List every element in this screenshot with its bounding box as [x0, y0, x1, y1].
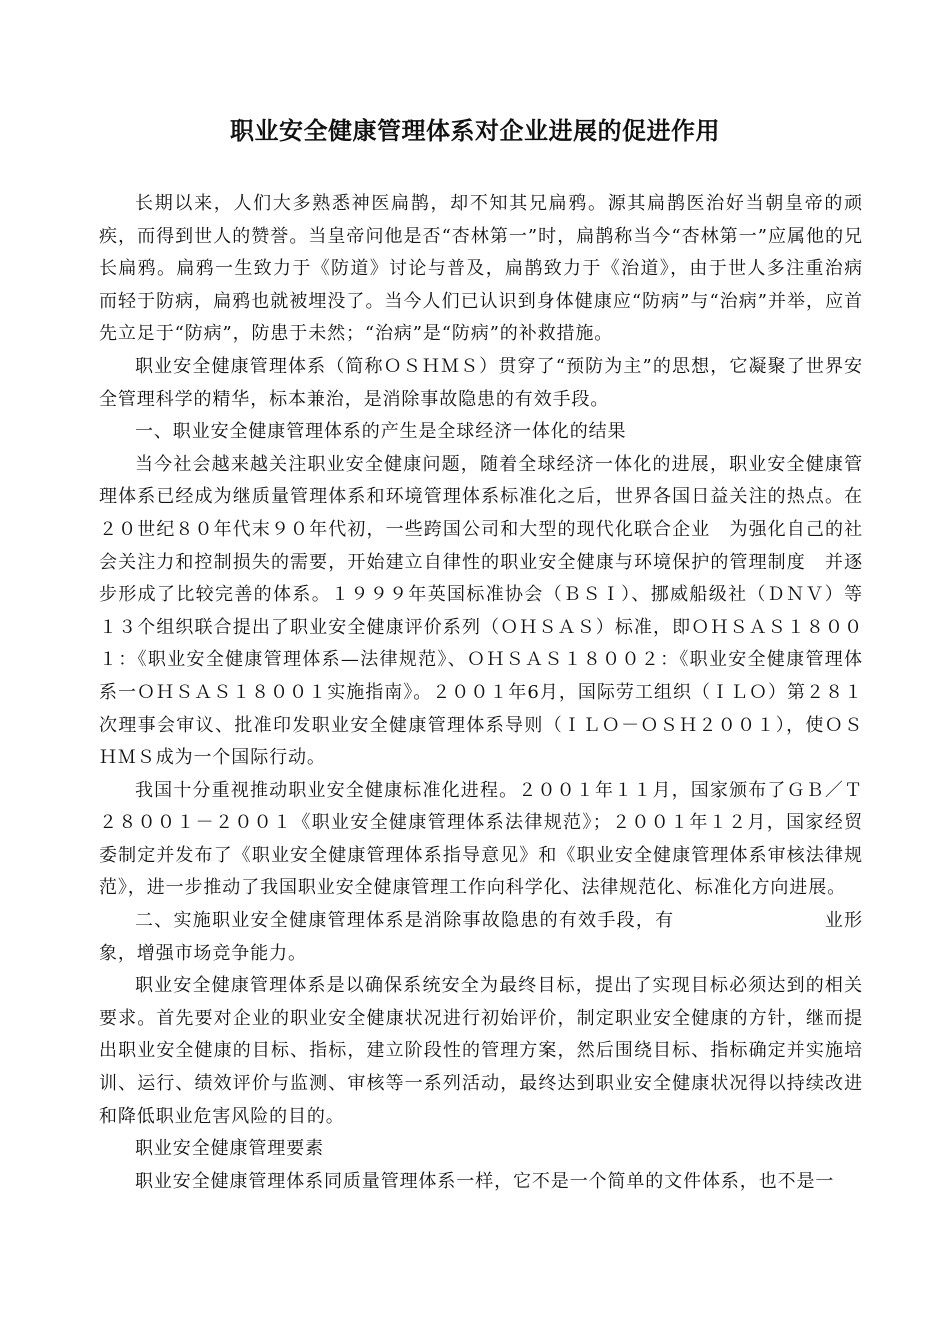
obscured-text-gap [674, 911, 824, 931]
section-two-text-start: 二、实施职业安全健康管理体系是消除事故隐患的有效手段，有 [135, 910, 675, 932]
section-heading-one: 一、职业安全健康管理体系的产生是全球经济一体化的结果 [135, 421, 627, 443]
paragraph-comparison: 职业安全健康管理体系同质量管理体系一样，它不是一个简单的文件体系，也不是一 [135, 1170, 835, 1192]
paragraph-oshms-intro: 职业安全健康管理体系（简称ＯＳＨＭＳ）贯穿了“预防为主”的思想，它凝聚了世界安全管理科学的精华，标本兼治，是消除事故隐患的有效手段。 [99, 355, 863, 410]
document-body [99, 188, 863, 1198]
document-title: 职业安全健康管理体系对企业进展的促进作用 [230, 117, 720, 145]
section-two-text-end: 业形象，增强市场竞争能力。 [99, 910, 863, 964]
paragraph-global-history: 当今社会越来越关注职业安全健康问题，随着全球经济一体化的进展，职业安全健康管理体系已经成为继质量管理体系和环境管理体系标准化之后，世界各国日益关注的热点。在２０世纪８０年代末９０年代初，一些跨国公司和大型的现代化联合企业 为强化自己的社会关注力和控制损失的需要，开始建立自律性的职业安全健康与环境保护的管理制度 并逐步形成了比较完善的体系。１９９９年英国标准协会（ＢＳＩ）、挪威船级社（ＤＮＶ）等１３个组织联合提出了职业安全健康评价系列（ＯＨＳＡＳ）标准，即ＯＨＳＡＳ１８００１：《职业安全健康管理体系—法律规范》、ＯＨＳＡＳ１８００２：《职业安全健康管理体系一ＯＨＳＡＳ１８００１实施指南》。２００１年6月，国际劳工组织（ＩＬＯ）第２８１次理事会审议、批准印发职业安全健康管理体系导则（ＩＬＯ－ＯＳＨ２００１），使ＯＳＨＭＳ成为一个国际行动。 [99, 453, 863, 769]
section-heading-two [99, 905, 863, 970]
paragraph-bianque: 长期以来，人们大多熟悉神医扁鹊，却不知其兄扁鸦。源其扁鹊医治好当朝皇帝的顽疾，而得到世人的赞誉。当皇帝问他是否“杏林第一”时，扁鹊称当今“杏林第一”应属他的兄长扁鸦。扁鸦一生致力于《防道》讨论与普及，扁鹊致力于《治道》，由于世人多注重治病而轻于防病，扁鸦也就被埋没了。当今人们已认识到身体健康应“防病”与“治病”并举，应首先立足于“防病”，防患于未然；“治病”是“防病”的补救措施。 [99, 193, 863, 345]
paragraph-system-goals: 职业安全健康管理体系是以确保系统安全为最终目标，提出了实现目标必须达到的相关要求。首先要对企业的职业安全健康状况进行初始评价，制定职业安全健康的方针，继而提出职业安全健康的目标、指标，建立阶段性的管理方案，然后围绕目标、指标确定并实施培训、运行、绩效评价与监测、审核等一系列活动，最终达到职业安全健康状况得以持续改进和降低职业危害风险的目的。 [99, 975, 863, 1127]
paragraph-china-standards: 我国十分重视推动职业安全健康标准化进程。２００１年１１月，国家颁布了ＧＢ／Ｔ２８００１－２００１《职业安全健康管理体系法律规范》；２００１年１２月，国家经贸委制定并发布了《职业安全健康管理体系指导意见》和《职业安全健康管理体系审核法律规范》，进一步推动了我国职业安全健康管理工作向科学化、法律规范化、标准化方向进展。 [99, 779, 863, 899]
section-heading-elements: 职业安全健康管理要素 [135, 1138, 324, 1160]
